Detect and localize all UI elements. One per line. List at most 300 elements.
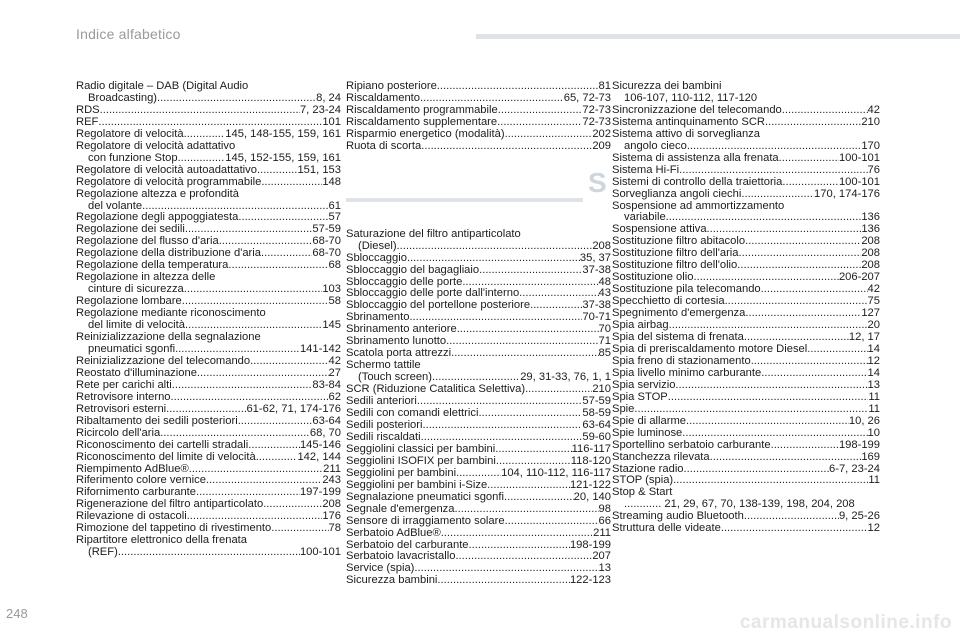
index-entry-term: Regolatore di velocità adattativo	[76, 139, 236, 152]
index-entry-pages: 170, 174-176	[814, 187, 880, 200]
index-entry	[76, 141, 341, 153]
index-entry-pages: 58	[328, 295, 341, 308]
index-entry-term: variabile	[624, 211, 666, 224]
index-entry-pages: 12, 17	[848, 331, 880, 344]
index-entry	[346, 265, 611, 277]
index-entry-pages: 243	[322, 474, 341, 487]
index-entry-term: Saturazione del filtro antiparticolato	[346, 227, 521, 240]
dot-leader	[446, 336, 598, 348]
index-entry-pages: 197-199	[299, 486, 341, 499]
dot-leader	[455, 551, 592, 563]
index-entry-term: Sincronizzazione del telecomando	[612, 103, 782, 116]
index-entry-term: ............ 21, 29, 67, 70, 138-139, 198, 204, 208	[624, 498, 855, 511]
index-entry	[76, 428, 341, 440]
watermark-text: carmanualsonline.info	[739, 612, 952, 633]
index-entry-term: Rete per carichi alti	[76, 378, 172, 391]
index-entry-pages: 83-84	[312, 378, 341, 391]
index-entry-pages: 61-62, 71, 174-176	[246, 402, 341, 415]
index-entry-pages: 198-199	[838, 438, 880, 451]
index-entry-pages: 176	[322, 510, 341, 523]
index-entry-term: Sostituzione filtro abitacolo	[612, 235, 746, 248]
index-entry-pages: 145, 152-155, 159, 161	[225, 151, 341, 164]
dot-leader	[160, 428, 310, 440]
index-entry-term: Spie di allarme	[612, 414, 686, 427]
index-entry-pages: 116-117	[571, 442, 611, 455]
dot-leader	[172, 380, 313, 392]
index-entry-term: Spia livello minimo carburante	[612, 366, 762, 379]
index-entry-pages: 121-122	[569, 478, 611, 491]
index-entry-term: Serbatoio AdBlue®	[346, 526, 441, 539]
index-entry-pages: 81	[598, 80, 611, 92]
index-entry-pages: 169	[861, 450, 880, 463]
index-entry-pages: 10, 26	[848, 414, 880, 427]
index-entry-term: Rimozione del tappetino di rivestimento	[76, 522, 272, 535]
index-entry	[346, 528, 611, 540]
dot-leader	[761, 368, 867, 380]
index-entry-term: SCR (Riduzione Catalitica Selettiva)	[346, 383, 526, 396]
index-entry-term: Reinizializzazione della segnalazione	[76, 331, 261, 344]
index-entry-term: Stazione radio	[612, 462, 684, 475]
index-entry	[612, 153, 880, 165]
index-entry-pages: 68, 70	[309, 426, 341, 439]
index-entry-pages: 210	[592, 383, 611, 396]
index-entry-pages: 127	[861, 307, 880, 320]
dot-leader	[189, 464, 323, 476]
index-entry-term: Spia freno di stazionamento	[612, 354, 751, 367]
index-entry	[612, 428, 880, 440]
index-entry	[612, 380, 880, 392]
index-entry-term: Sbrinamento lunotto	[346, 335, 447, 348]
index-entry-term: cinture di sicurezza	[88, 283, 184, 296]
dot-leader	[505, 516, 599, 528]
index-entry-term: Sostituzione olio	[612, 271, 694, 284]
index-entry-term: Spegnimento d'emergenza	[612, 307, 746, 320]
index-entry-pages: 210	[861, 115, 880, 128]
dot-leader	[451, 348, 598, 360]
index-entry-pages: 66	[598, 514, 611, 527]
index-entry-term: Ripartitore elettronico della frenata	[76, 534, 248, 547]
dot-leader	[469, 540, 570, 552]
index-entry-term: Retrovisori esterni	[76, 402, 167, 415]
index-entry-term: del limite di velocità	[88, 319, 186, 332]
index-entry-term: Sportellino serbatoio carburante	[612, 438, 771, 451]
index-entry-term: con funzione Stop	[88, 151, 178, 164]
dot-leader	[782, 177, 839, 189]
dot-leader	[771, 440, 839, 452]
index-entry-pages: 42	[328, 354, 341, 367]
index-entry-term: REF	[76, 115, 99, 128]
index-entry-pages: 148	[322, 175, 341, 188]
index-entry-term: Stop & Start	[612, 486, 673, 499]
index-entry-pages: 122-123	[569, 574, 611, 587]
dot-leader	[496, 456, 571, 468]
index-entry-term: Regolazione degli appoggiatesta	[76, 211, 239, 224]
dot-leader	[421, 141, 592, 153]
index-entry	[346, 492, 611, 504]
index-entry-term: Sistema antinquinamento SCR	[612, 115, 765, 128]
index-entry-term: Sistema di assistenza alla frenata	[612, 151, 779, 164]
index-entry-term: Sedili anteriori	[346, 395, 417, 408]
index-entry-pages: 6-7, 23-24	[829, 462, 880, 475]
index-entry-term: Sicurezza dei bambini	[612, 80, 722, 92]
index-entry-term: Regolazione del flusso d'aria	[76, 235, 219, 248]
index-entry-pages: 27	[328, 366, 341, 379]
index-entry-pages: 211	[323, 462, 341, 475]
index-entry	[612, 440, 880, 452]
index-entry-pages: 13	[598, 562, 611, 575]
index-entry-term: Spia di preriscaldamento motore Diesel	[612, 342, 808, 355]
index-list-s	[346, 229, 611, 588]
index-entry-pages: 57	[328, 211, 341, 224]
index-entry-term: Spia STOP	[612, 390, 668, 403]
index-entry-term: Serbatoio del carburante	[346, 538, 469, 551]
index-entry-pages: 8, 24	[316, 91, 341, 104]
index-entry-term: Riempimento AdBlue®	[76, 462, 189, 475]
dot-leader	[238, 416, 313, 428]
dot-leader	[250, 356, 328, 368]
index-entry-term: RDS	[76, 103, 100, 116]
dot-leader	[634, 404, 868, 416]
index-entry-pages: 9, 25-26	[838, 510, 880, 523]
index-entry-term: Streaming audio Bluetooth	[612, 510, 744, 523]
index-entry-term: Spie luminose	[612, 426, 683, 439]
index-entry-term: Ribaltamento dei sedili posteriori	[76, 414, 238, 427]
index-entry-pages: 103	[322, 283, 341, 296]
dot-leader	[457, 324, 599, 336]
index-entry-term: Riscaldamento supplementare	[346, 115, 498, 128]
section-divider-line	[346, 198, 583, 202]
index-entry-pages: 20, 140	[573, 490, 611, 503]
index-entry-term: (REF)	[88, 546, 118, 559]
index-entry-pages: 68	[328, 259, 341, 272]
index-entry-pages: 136	[861, 211, 880, 224]
index-column-1	[76, 81, 341, 559]
index-entry-pages: 98	[598, 502, 611, 515]
index-entry-term: Reostato d'illuminazione	[76, 366, 197, 379]
index-entry-pages: 85	[598, 347, 611, 360]
index-column-3	[612, 81, 880, 535]
index-entry-term: angolo cieco	[624, 139, 687, 152]
index-entry-term: Regolazione della distribuzione d'aria	[76, 247, 261, 260]
index-entry-term: Regolazione della temperatura	[76, 259, 229, 272]
dot-leader	[498, 105, 583, 117]
index-entry	[612, 523, 880, 535]
index-entry	[612, 177, 880, 189]
index-entry-term: Broadcasting)	[88, 91, 158, 104]
index-entry	[76, 380, 341, 392]
index-entry-term: Sedili con comandi elettrici	[346, 407, 479, 420]
index-entry-term: Riscaldamento	[346, 91, 420, 104]
index-entry-pages: 70	[598, 323, 611, 336]
dot-leader	[744, 511, 839, 523]
index-entry-term: Spia del sistema di frenata	[612, 331, 744, 344]
index-entry-pages: 57-59	[312, 223, 341, 236]
index-entry-pages: 63-64	[582, 418, 611, 431]
header-decorative-bar	[476, 34, 960, 39]
index-entry-term: Spie	[612, 402, 635, 415]
index-entry-pages: 42	[867, 103, 880, 116]
index-entry	[76, 189, 341, 201]
index-entry-pages: 104, 110-112, 116-117	[501, 466, 611, 479]
dot-leader	[686, 416, 849, 428]
index-entry-term: Regolazione dei sedili	[76, 223, 185, 236]
index-entry-term: Regolazione altezza e profondità	[76, 187, 239, 200]
dot-leader	[263, 499, 322, 511]
dot-leader	[779, 153, 839, 165]
index-entry-term: Seggiolini per bambini i-Size	[346, 478, 488, 491]
index-entry-pages: 78	[328, 522, 341, 535]
index-entry-pages: 65, 72-73	[563, 91, 611, 104]
dot-leader	[184, 284, 323, 296]
dot-leader	[745, 308, 861, 320]
index-entry-term: Retrovisore interno	[76, 390, 171, 403]
index-entry-pages: 142, 144	[297, 450, 341, 463]
index-entry-pages: 62	[328, 390, 341, 403]
index-entry-pages: 76	[867, 163, 880, 176]
index-entry-term: Spia servizio	[612, 378, 676, 391]
index-entry-pages: 58-59	[582, 407, 611, 420]
dot-leader	[261, 248, 312, 260]
dot-leader	[668, 392, 869, 404]
index-entry-pages: 43	[598, 287, 611, 300]
dot-leader	[197, 368, 329, 380]
index-entry-term: Rifornimento carburante	[76, 486, 197, 499]
dot-leader	[675, 380, 867, 392]
index-entry-term: Serbatoio lavacristallo	[346, 550, 456, 563]
index-entry	[612, 404, 880, 416]
index-entry-term: del volante	[88, 199, 143, 212]
dot-leader	[782, 105, 868, 117]
index-entry	[346, 480, 611, 492]
index-entry-term: Riscaldamento programmabile	[346, 103, 498, 116]
dot-leader	[228, 260, 328, 272]
index-entry-pages: 141-142	[299, 342, 341, 355]
index-entry	[612, 392, 880, 404]
page-header-title: Indice alfabetico	[76, 26, 181, 42]
index-entry-term: Riconoscimento dei cartelli stradali	[76, 438, 249, 451]
index-entry-term: Sedili riscaldati	[346, 430, 421, 443]
index-entry-term: Ripiano posteriore	[346, 80, 437, 92]
index-entry-pages: 61	[328, 199, 341, 212]
dot-leader	[710, 452, 862, 464]
dot-leader	[682, 428, 867, 440]
index-entry-pages: 14	[867, 342, 880, 355]
index-entry-term: Radio digitale – DAB (Digital Audio	[76, 80, 249, 92]
index-entry-term: 106-107, 110-112, 117-120	[624, 91, 758, 104]
index-entry-pages: 10	[867, 426, 880, 439]
index-entry-term: Sbloccaggio delle porte	[346, 275, 463, 288]
index-entry-term: Sbloccaggio	[346, 251, 407, 264]
index-entry	[76, 153, 341, 165]
index-entry	[346, 468, 611, 480]
dot-leader	[807, 344, 867, 356]
index-entry-term: Regolazione lombare	[76, 295, 182, 308]
index-entry	[612, 452, 880, 464]
index-entry-term: Regolatore di velocità autoadattativo	[76, 163, 257, 176]
dot-leader	[487, 480, 570, 492]
index-entry	[346, 575, 611, 587]
index-entry-term: Regolatore di velocità programmabile	[76, 175, 262, 188]
index-entry-term: Riconoscimento del limite di velocità	[76, 450, 256, 463]
index-entry-term: Sbrinamento	[346, 311, 410, 324]
index-entry	[612, 165, 880, 177]
index-entry-pages: 12	[867, 522, 880, 535]
dot-leader	[118, 547, 300, 559]
index-entry-pages: 118-120	[570, 454, 611, 467]
index-entry	[76, 105, 341, 117]
index-entry	[76, 547, 341, 559]
index-entry-pages: 59-60	[582, 430, 611, 443]
index-entry-pages: 37-38	[582, 263, 611, 276]
index-entry-pages: 68-70	[312, 247, 341, 260]
index-entry	[612, 129, 880, 141]
index-entry	[346, 229, 611, 241]
index-entry-term: Sostituzione pila telecomando	[612, 283, 761, 296]
dot-leader	[495, 444, 571, 456]
index-list-r	[346, 81, 611, 153]
section-divider-s	[346, 166, 611, 229]
index-entry-term: Rilevazione di ostacoli	[76, 510, 187, 523]
index-entry-pages: 11	[868, 390, 880, 403]
index-entry-pages: 208	[322, 498, 341, 511]
index-entry-term: Scatola porta attrezzi	[346, 347, 452, 360]
index-entry-term: Seggiolini per bambini	[346, 466, 457, 479]
index-entry-pages: 14	[867, 366, 880, 379]
index-entry-pages: 7, 23-24	[299, 103, 341, 116]
index-entry-term: Spia airbag	[612, 319, 669, 332]
dot-leader	[530, 300, 582, 312]
index-entry	[76, 440, 341, 452]
index-entry-pages: 208	[592, 239, 611, 252]
index-entry-term: Sistemi di controllo della traiettoria	[612, 175, 783, 188]
index-entry-pages: 11	[868, 474, 880, 487]
index-entry-pages: 35, 37	[579, 251, 611, 264]
dot-leader	[673, 475, 868, 487]
index-entry-term: Sicurezza bambini	[346, 574, 438, 587]
dot-leader	[504, 492, 574, 504]
index-entry-pages: 29, 31-33, 76, 1, 1	[520, 371, 611, 384]
index-entry-term: Rigenerazione del filtro antiparticolato	[76, 498, 264, 511]
index-entry-pages: 12	[867, 354, 880, 367]
index-entry	[346, 516, 611, 528]
index-entry-pages: 11	[868, 402, 880, 415]
dot-leader	[166, 404, 246, 416]
index-entry-term: STOP (spia)	[612, 474, 674, 487]
dot-leader	[751, 356, 868, 368]
index-entry	[612, 141, 880, 153]
index-entry-term: Service (spia)	[346, 562, 415, 575]
index-entry-pages: 208	[861, 247, 880, 260]
index-entry-term: Segnalazione pneumatici sgonfi	[346, 490, 504, 503]
index-entry-pages: 145	[322, 319, 341, 332]
dot-leader	[456, 468, 501, 480]
index-entry-term: Segnale d'emergenza	[346, 502, 455, 515]
index-entry-term: Regolazione mediante riconoscimento	[76, 307, 266, 320]
dot-leader	[761, 284, 868, 296]
dot-leader	[725, 296, 868, 308]
index-entry-pages: 151, 153	[297, 163, 341, 176]
index-entry-term: Risparmio energetico (modalità)	[346, 127, 505, 140]
index-entry	[346, 241, 611, 253]
index-entry-term: Sistema attivo di sorveglianza	[612, 127, 760, 140]
index-entry-term: Riferimento colore vernice	[76, 474, 206, 487]
index-entry-term: Ricircolo dell'aria	[76, 426, 161, 439]
dot-leader	[261, 177, 322, 189]
index-entry-pages: 170	[861, 139, 880, 152]
dot-leader	[478, 408, 582, 420]
index-entry-pages: 42	[867, 283, 880, 296]
dot-leader	[157, 93, 316, 105]
index-entry	[346, 129, 611, 141]
index-entry-term: Seggiolini ISOFIX per bambini	[346, 454, 496, 467]
dot-leader	[765, 117, 861, 129]
index-entry-term: Sensore di irraggiamento solare	[346, 514, 505, 527]
index-entry-term: Sostituzione filtro dell'aria	[612, 247, 739, 260]
dot-leader	[407, 253, 580, 265]
index-entry	[76, 452, 341, 464]
index-entry-term: Regolazione in altezza delle	[76, 271, 216, 284]
index-entry-pages: 208	[861, 235, 880, 248]
index-entry-pages: 211	[593, 526, 611, 539]
index-entry-pages: 101	[322, 115, 341, 128]
index-entry-pages: 208	[861, 259, 880, 272]
index-entry-pages: 207	[592, 550, 611, 563]
index-entry-pages: 70-71	[582, 311, 611, 324]
index-entry-pages: 72-73	[582, 115, 611, 128]
dot-leader	[479, 265, 582, 277]
index-entry	[76, 165, 341, 177]
index-entry-term: Sbloccaggio del bagagliaio	[346, 263, 480, 276]
index-entry-pages: 206-207	[838, 271, 880, 284]
index-entry-pages: 71	[598, 335, 611, 348]
index-entry-term: Sostituzione filtro dell'olio	[612, 259, 738, 272]
dot-leader	[422, 420, 582, 432]
dot-leader	[455, 504, 599, 516]
index-entry-pages: 63-64	[312, 414, 341, 427]
index-entry	[612, 416, 880, 428]
index-entry-term: Sorveglianza angoli ciechi	[612, 187, 742, 200]
index-entry-pages: 100-101	[299, 546, 341, 559]
index-entry-term: Sbloccaggio del portellone posteriore	[346, 299, 531, 312]
index-entry-pages: 72-73	[582, 103, 611, 116]
index-entry-pages: 198-199	[569, 538, 611, 551]
index-entry	[346, 253, 611, 265]
index-entry-term: Sospensione ad ammortizzamento	[612, 199, 785, 212]
dot-leader	[256, 452, 298, 464]
dot-leader	[679, 165, 867, 177]
index-entry-term: Sbrinamento anteriore	[346, 323, 457, 336]
index-entry	[76, 392, 341, 404]
index-entry-term: Seggiolini classici per bambini	[346, 442, 496, 455]
dot-leader	[100, 105, 300, 117]
index-entry-pages: 202	[592, 127, 611, 140]
dot-leader	[745, 236, 861, 248]
index-entry-pages: 100-101	[838, 175, 880, 188]
index-entry	[76, 416, 341, 428]
index-entry-pages: 145, 148-155, 159, 161	[225, 127, 341, 140]
dot-leader	[687, 141, 862, 153]
dot-leader	[684, 464, 829, 476]
index-entry-term: Regolatore di velocità	[76, 127, 184, 140]
index-entry	[346, 141, 611, 153]
index-entry-pages: 48	[598, 275, 611, 288]
dot-leader	[178, 153, 226, 165]
index-entry-term: Stanchezza rilevata	[612, 450, 710, 463]
dot-leader	[271, 523, 328, 535]
index-entry-term: (Touch screen)	[358, 371, 432, 384]
index-entry	[346, 456, 611, 468]
index-entry-pages: 75	[867, 295, 880, 308]
